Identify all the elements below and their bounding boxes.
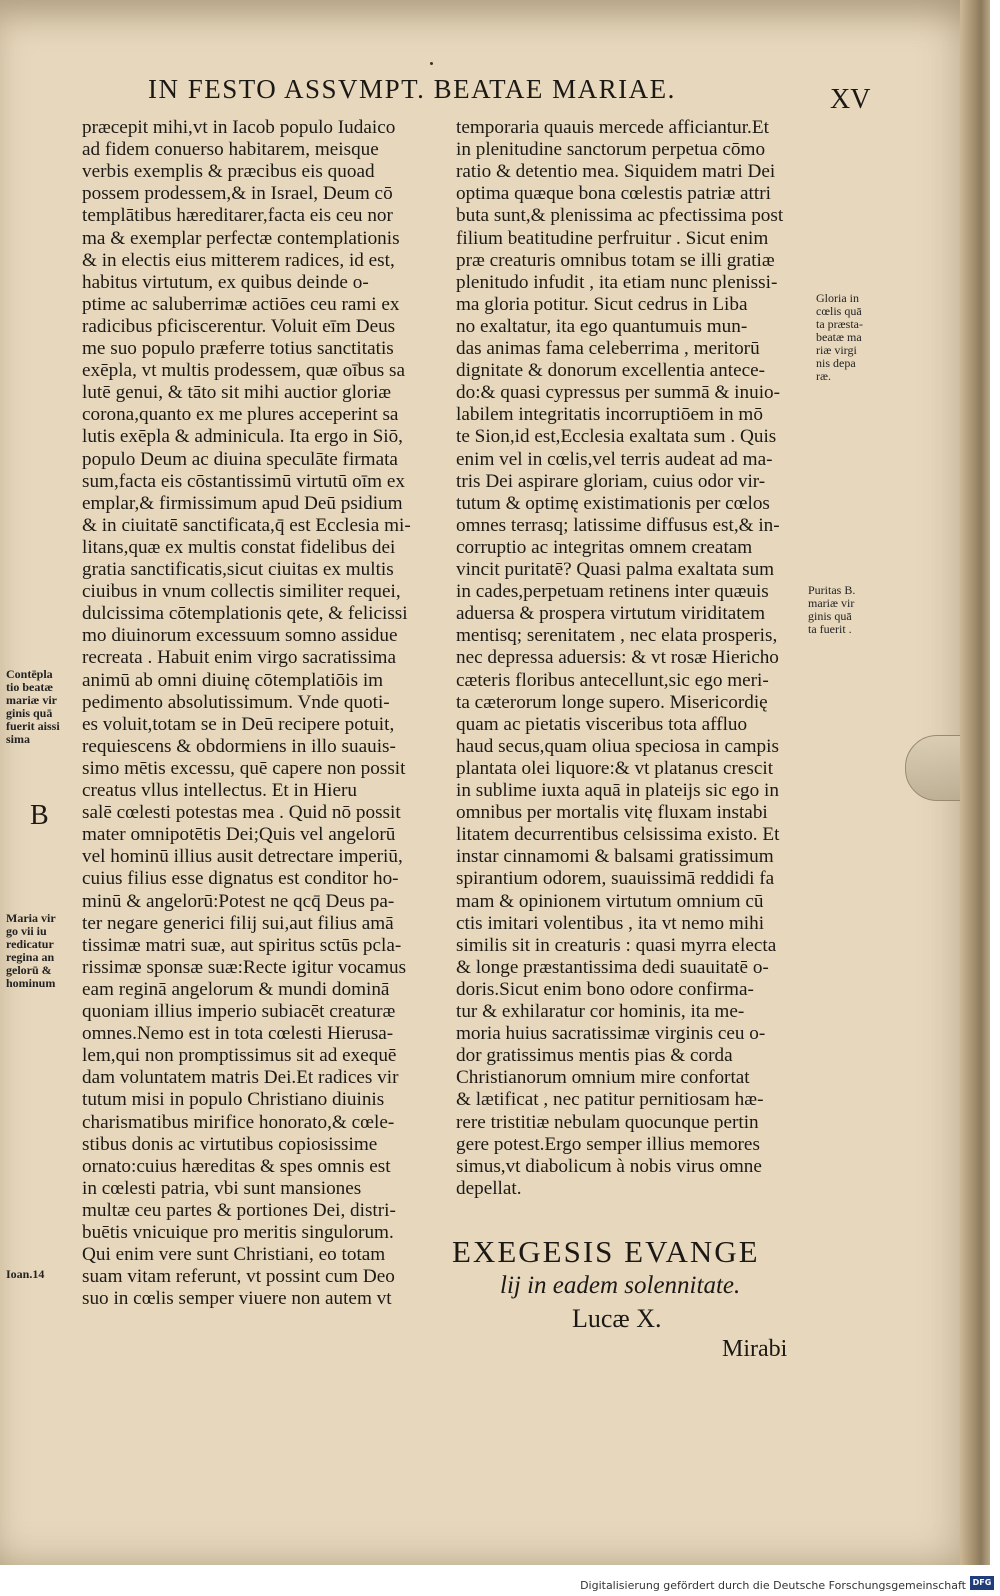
section-letter: B (30, 800, 49, 831)
text-line: tris Dei aspirare gloriam, cuius odor vir- (456, 470, 766, 492)
text-line: omnes.Nemo est in tota cœlesti Hierusa- (82, 1023, 394, 1045)
text-line: rere tristitiæ nebulam quocunque pertin (456, 1111, 759, 1133)
margin-note-maria-regina (6, 912, 56, 990)
text-line: possem prodessem,& in Israel, Deum cō (82, 183, 393, 205)
catchword: Mirabi (722, 1336, 788, 1362)
text-line: plenitudo infudit , ita etiam nunc plenissi- (456, 271, 778, 293)
text-line: instar cinnamomi & balsami gratissimum (456, 846, 774, 868)
text-line: dignitate & donorum excellentia antece- (456, 360, 766, 382)
margin-note-line: ginis quā (6, 706, 53, 720)
text-line: simo mētis excessu, quē capere non possit (82, 757, 406, 779)
text-line: animū ab omni diuinę cōtemplatiōis im (82, 669, 384, 691)
margin-note-gloria (816, 292, 863, 383)
text-line: populo Deum ac diuina speculāte firmata (82, 448, 398, 470)
text-line: ptime ac saluberrimæ actiōes ceu rami ex (82, 293, 400, 315)
text-line: tutum misi in populo Christiano diuinis (82, 1089, 385, 1111)
text-line: ma & exemplar perfectæ contemplationis (82, 227, 400, 249)
text-line: suo in cœlis semper viuere non autem vt (82, 1288, 392, 1310)
text-line: emplar,& firmissimum apud Deū psidium (82, 492, 403, 514)
text-line: te Sion,id est,Ecclesia exaltata sum . Quis (456, 426, 777, 448)
margin-note-line: ta fuerit . (808, 622, 852, 636)
text-line: litatem decurrentibus celsissima existo. Et (456, 824, 780, 846)
text-line: exēpla, vt multis prodessem, quæ oībus sa (82, 360, 405, 382)
text-line: ter negare generici filij sui,aut filius amā (82, 912, 394, 934)
text-line: Qui enim vere sunt Christiani, eo totam (82, 1244, 386, 1266)
text-line: omnes terrasq; latissime diffusus est,& in- (456, 514, 780, 536)
text-line: gratia sanctificatis,sicut ciuitas ex multis (82, 559, 394, 580)
text-line: & in ciuitatē sanctificata,q̄ est Ecclesia mi- (82, 514, 411, 536)
text-line: templātibus hæreditarer,facta eis ceu nor (82, 205, 393, 227)
margin-note-puritas (808, 584, 855, 636)
margin-note-line: hominum (6, 976, 56, 990)
footer-bar (0, 1565, 1000, 1596)
margin-note-line: tio beatæ (6, 680, 53, 694)
section-heading-title: EXEGESIS EVANGE (452, 1234, 760, 1269)
text-line: ctis imitari volentibus , ita vt nemo mihi (456, 912, 765, 934)
text-line: mater omnipotētis Dei;Quis vel angelorū (82, 824, 396, 846)
text-line: ta cæterorum longe supero. Misericordię (456, 691, 768, 713)
margin-note-line: cœlis quā (816, 304, 862, 318)
text-line: in plenitudine sanctorum perpetua cōmo (456, 139, 766, 161)
ink-dot (430, 62, 433, 65)
margin-note-line: Gloria in (816, 291, 859, 305)
text-line: omnibus per mortalis vitę fluxam instabi (456, 802, 768, 824)
text-line: spirantium odorem, suauissimā reddidi fa (456, 868, 775, 890)
text-line: charismatibus mirifice honorato,& cœle- (82, 1111, 395, 1133)
text-line: vel hominū illius ausit detrectare imperiū, (82, 846, 403, 868)
text-line: & in electis eius mitterem radices, id est, (82, 249, 395, 271)
text-line: ciuibus in vnum collectis similiter requei, (82, 581, 401, 603)
margin-note-line: fuerit aissi (6, 719, 60, 733)
text-line: requiescens & obdormiens in illo suauis- (82, 735, 396, 757)
text-line: mo diuinorum excessuum somno assidue (82, 625, 398, 647)
margin-note-line: regina an (6, 950, 55, 964)
text-line: ratio & detentio mea. Siquidem matri Dei (456, 161, 776, 183)
text-line: pedimento absolutissimum. Vnde quoti- (82, 691, 390, 713)
text-line: es voluit,totam se in Deū recipere potuit, (82, 713, 395, 735)
text-line: dam voluntatem matris Dei.Et radices vir (82, 1067, 399, 1089)
text-line: plantata olei liquore:& vt platanus crescit (456, 757, 774, 779)
text-line: corona,quanto ex me plures acceperint sa (82, 404, 399, 426)
text-line: radicibus pficiscerentur. Voluit eīm Deus (82, 315, 396, 337)
text-line: tutum & optimę existimationis per cœlos (456, 492, 770, 514)
text-line: recreata . Habuit enim virgo sacratissima (82, 647, 396, 669)
text-line: suam vitam referunt, vt possint cum Deo (82, 1266, 395, 1288)
text-line: eam reginā angelorum & mundi dominā (82, 978, 390, 1000)
text-line: in sublime iuxta aquā in plateijs sic ego in (456, 780, 779, 801)
text-line: rissimæ sponsæ suæ:Recte igitur vocamus (82, 956, 407, 978)
text-line: in cœlesti patria, vbi sunt mansiones (82, 1177, 362, 1199)
text-line: doris.Sicut enim bono odore confirma- (456, 978, 754, 1000)
text-line: gere potest.Ergo semper illius memores (456, 1133, 760, 1155)
text-line: optima quæque bona cœlestis patriæ attri (456, 183, 771, 205)
margin-note-line: redicatur (6, 937, 54, 951)
margin-note-line: nis depa (816, 356, 856, 370)
text-line: labilem integritatis incorruptiōem in mō (456, 404, 763, 426)
page-edges (960, 0, 990, 1565)
text-line: mentisq; serenitatem , nec elata prosperis, (456, 625, 778, 647)
text-line: dor gratissimus mentis pias & corda (456, 1045, 733, 1067)
section-heading-subtitle: lij in eadem solennitate. (500, 1272, 741, 1299)
running-head: IN FESTO ASSVMPT. BEATAE MARIAE. (148, 74, 676, 104)
margin-note-line: Maria vir (6, 911, 56, 925)
margin-note-line: Puritas B. (808, 583, 856, 597)
text-line: creatus vllus intellectus. Et in Hieru (82, 780, 357, 801)
text-line: cuius filius esse dignatus est conditor ho- (82, 868, 399, 890)
margin-note-line: beatæ ma (816, 330, 862, 344)
text-line: similis sit in creaturis : quasi myrra electa (456, 934, 777, 956)
text-line: tur & exhilaratur cor hominis, ita me- (456, 1001, 745, 1022)
text-line: temporaria quauis mercede afficiantur.Et (456, 117, 769, 138)
text-line: haud secus,quam oliua speciosa in campis (456, 735, 779, 757)
text-line: moria huius sacratissimæ virginis ceu o- (456, 1023, 766, 1045)
margin-note-line: riæ virgi (816, 343, 857, 357)
margin-note-line: gelorū & (6, 963, 52, 977)
section-heading-reference: Lucæ X. (572, 1304, 662, 1333)
margin-note-contemplatio (6, 668, 60, 746)
margin-note-line: ginis quā (808, 609, 852, 623)
text-line: aduersa & prospera virtutum viriditatem (456, 603, 766, 625)
text-line: mam & opinionem virtutum omnium cū (456, 890, 764, 912)
text-line: ad fidem conuerso habitarem, meisque (82, 139, 379, 161)
text-line: minū & angelorū:Potest ne qcq̄ Deus pa- (82, 890, 395, 912)
text-line: vincit puritatē? Quasi palma exaltata sum (456, 559, 775, 580)
margin-note-line: mariæ vir (6, 693, 57, 707)
text-line: buētis vnicuique pro meritis singulorum. (82, 1222, 394, 1243)
text-line: verbis exemplis & præcibus eis quoad (82, 161, 375, 183)
text-line: habitus virtutum, ex quibus deinde o- (82, 271, 369, 293)
text-line: stibus donis ac virtutibus copiosissime (82, 1133, 378, 1155)
text-line: salē cœlesti potestas mea . Quid nō possit (82, 802, 401, 824)
text-line: ornato:cuius hæreditas & spes omnis est (82, 1155, 391, 1177)
text-line: no exaltatur, ita ego quantumuis mun- (456, 315, 748, 337)
margin-note-line: ræ. (816, 369, 831, 383)
folio-number: XV (830, 84, 871, 115)
text-line: simus,vt diabolicum à nobis virus omne (456, 1155, 762, 1177)
text-line: depellat. (456, 1177, 522, 1199)
text-line: enim vel in cœlis,vel terris audeat ad ma- (456, 448, 773, 470)
text-line: buta sunt,& plenissima ac pfectissima post (456, 205, 784, 227)
text-line: quoniam illius imperio subiacēt creaturæ (82, 1001, 396, 1022)
text-line: das animas fama celeberrima , meritorū (456, 338, 760, 359)
text-line: nec depressa aduersis: & vt rosæ Hiericho (456, 647, 779, 669)
text-line: præcepit mihi,vt in Iacob populo Iudaico (82, 117, 396, 138)
dfg-logo: DFG (970, 1576, 994, 1590)
text-line: lutis exēpla & adminicula. Ita ergo in Siō, (82, 426, 403, 448)
text-line: sum,facta eis cōstantissimū virtutū oīm ex (82, 470, 405, 492)
text-line: filium beatitudine perfruitur . Sicut enim (456, 227, 769, 249)
text-line: lutē genui, & tāto sit mihi auctior gloriæ (82, 382, 392, 404)
text-line: me suo populo præferre totius sanctitatis (82, 338, 394, 359)
text-line: & lætificat , nec patitur pernitiosam hæ- (456, 1089, 764, 1111)
footer-credit: Digitalisierung gefördert durch die Deutsche Forschungsgemeinschaft (580, 1579, 966, 1592)
margin-note-line: ta præsta- (816, 317, 863, 331)
text-line: corruptio ac integritas omnem creatam (456, 536, 753, 558)
text-line: dulcissima cōtemplationis qete, & felicissi (82, 603, 408, 625)
margin-note-line: Contēpla (6, 667, 53, 681)
text-line: litans,quæ ex multis constat fidelibus dei (82, 536, 396, 558)
text-line: Christianorum omnium mire confortat (456, 1067, 750, 1089)
text-line: lem,qui non promptissimus sit ad exequē (82, 1045, 397, 1067)
margin-note-ioan: Ioan.14 (6, 1267, 45, 1281)
text-line: præ creaturis omnibus totam se illi gratiæ (456, 249, 775, 271)
text-line: cæteris floribus antecellunt,sic ego meri- (456, 669, 769, 691)
text-line: multæ ceu partes & portiones Dei, distri- (82, 1199, 396, 1221)
text-line: & longe præstantissima dedi suauitatē o- (456, 956, 769, 978)
text-line: in cades,perpetuam retinens inter quæuis (456, 581, 769, 603)
margin-note-line: sima (6, 732, 30, 746)
text-line: ma gloria potitur. Sicut cedrus in Liba (456, 293, 748, 315)
text-line: tissimæ matri suæ, aut spiritus sctūs pcla- (82, 934, 402, 956)
text-line: quam ac pietatis visceribus tota affluo (456, 713, 748, 735)
text-line: do:& quasi cypressus per summā & inuio- (456, 382, 781, 404)
margin-note-line: mariæ vir (808, 596, 855, 610)
margin-note-line: go vii iu (6, 924, 47, 938)
